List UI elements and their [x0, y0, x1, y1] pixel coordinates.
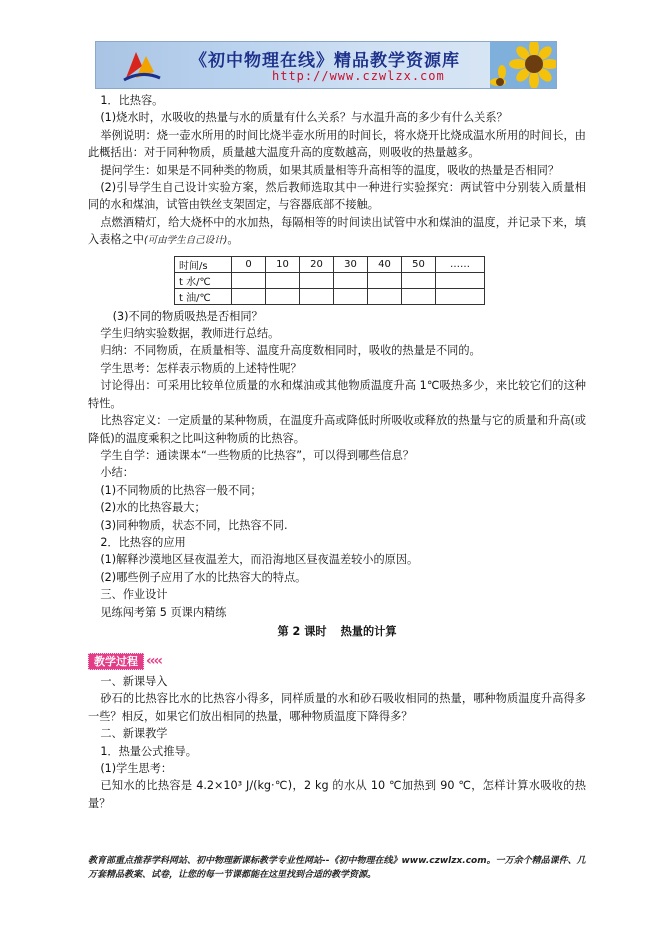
lesson-title — [88, 623, 586, 639]
page-footer: 教育部重点推荐学科网站、初中物理新课标教学专业性网站--《初中物理在线》www.czwlzx.com。一万余个精品课件、几万套精品教案、试卷，让您的每一节课都能在这里找到合适的教学资源。 — [88, 856, 586, 880]
paragraph: 举例说明：烧一壶水所用的时间比烧半壶水所用的时间长，将水烧开比烧成温水所用的时间长，由此概括出：对于同种物质，质量越大温度升高的度数越高，则吸收的热量越多。 — [88, 128, 586, 160]
paragraph-note: (可由学生自己设计) — [143, 235, 228, 247]
list-item: (2)哪些例子应用了水的比热容大的特点。 — [100, 570, 307, 584]
section-heading: 二、新课教学 — [100, 727, 168, 741]
data-table — [174, 256, 485, 305]
banner-title: 《初中物理在线》精品教学资源库 — [190, 51, 460, 71]
paragraph: (3)不同的物质吸热是否相同？ — [112, 309, 263, 323]
paragraph: 已知水的比热容是 4.2×10³ J/(kg·℃)，2 kg 的水从 10 ℃加热到 90 ℃，怎样计算水吸收的热量？ — [88, 779, 586, 810]
paragraph: 比热容定义：一定质量的某种物质，在温度升高或降低时所吸收或释放的热量与它的质量和升高(或降低)的温度乘积之比叫这种物质的比热容。 — [88, 414, 586, 445]
section-heading: 2．比热容的应用 — [100, 535, 186, 549]
table-cell — [334, 272, 368, 288]
list-item: (1)不同物质的比热容一般不同； — [100, 483, 262, 497]
list-item: (3)同种物质，状态不同，比热容不同. — [100, 518, 288, 532]
table-header-cell: …… — [436, 256, 485, 272]
paragraph: (1)学生思考： — [100, 762, 173, 775]
table-cell — [266, 288, 300, 304]
table-cell — [368, 272, 402, 288]
table-cell — [232, 288, 266, 304]
table-header-cell: 10 — [266, 256, 300, 272]
table-header-row — [175, 256, 485, 272]
paragraph: 归纳：不同物质，在质量相等、温度升高度数相同时，吸收的热量是不同的。 — [100, 344, 481, 358]
table-cell — [402, 288, 436, 304]
table-cell — [368, 288, 402, 304]
paragraph: (1)烧水时，水吸收的热量与水的质量有什么关系？与水温升高的多少有什么关系？ — [100, 111, 508, 125]
table-cell — [436, 272, 485, 288]
table-header-cell: 30 — [334, 256, 368, 272]
table-cell — [334, 288, 368, 304]
site-logo-icon — [122, 48, 162, 82]
paragraph: 学生思考：怎样表示物质的上述特性呢？ — [100, 361, 302, 375]
table-header-cell: 0 — [232, 256, 266, 272]
paragraph: 学生归纳实验数据，教师进行总结。 — [100, 327, 280, 341]
table-row — [175, 288, 485, 304]
paragraph: 小结： — [100, 466, 134, 480]
table-cell — [436, 288, 485, 304]
table-header-cell: 时间/s — [175, 256, 232, 272]
teaching-process-badge — [88, 653, 161, 670]
paragraph — [88, 214, 586, 250]
sunflower-icon — [490, 42, 556, 88]
table-cell — [300, 288, 334, 304]
paragraph-text: 点燃酒精灯，给大烧杯中的水加热，每隔相等的时间读出试管中水和煤油的温度，并记录下来，填入表格之中 — [88, 215, 586, 247]
table-cell — [266, 272, 300, 288]
list-item: (2)水的比热容最大； — [100, 501, 206, 515]
teaching-process-label: 教学过程 — [88, 653, 144, 670]
paragraph: (2)引导学生自己设计实验方案，然后教师选取其中一种进行实验探究：两试管中分别装入质量相同的水和煤油，试管由铁丝支架固定，与容器底部不接触。 — [88, 181, 586, 212]
table-header-cell: 20 — [300, 256, 334, 272]
table-row-label: t 油/℃ — [175, 288, 232, 304]
table-cell — [300, 272, 334, 288]
section-heading: 1．热量公式推导。 — [100, 744, 197, 758]
table-header-cell: 50 — [402, 256, 436, 272]
section-heading: 1．比热容。 — [100, 94, 164, 107]
lesson-number: 第 2 课时 — [277, 624, 327, 638]
paragraph: 见练闯考第 5 页课内精练 — [100, 605, 227, 619]
table-row-label: t 水/℃ — [175, 272, 232, 288]
table-row — [175, 272, 485, 288]
table-cell — [232, 272, 266, 288]
paragraph: 提问学生：如果是不同种类的物质，如果其质量相等升高相等的温度，吸收的热量是否相同？ — [100, 163, 560, 177]
section-heading: 一、新课导入 — [100, 674, 168, 688]
paragraph: 学生自学：通读课本“一些物质的比热容”，可以得到哪些信息？ — [100, 448, 414, 462]
header-banner — [95, 41, 557, 89]
lesson-topic: 热量的计算 — [340, 624, 397, 638]
paragraph-end: 。 — [227, 233, 239, 247]
main-content — [88, 92, 586, 812]
paragraph: 讨论得出：可采用比较单位质量的水和煤油或其他物质温度升高 1℃吸热多少，来比较它们的这种特性。 — [88, 379, 586, 410]
section-heading: 三、作业设计 — [100, 588, 168, 602]
chevrons-left-icon: ‹‹‹‹ — [146, 653, 162, 670]
banner-url[interactable]: http://www.czwlzx.com — [272, 69, 445, 83]
table-cell — [402, 272, 436, 288]
list-item: (1)解释沙漠地区昼夜温差大，而沿海地区昼夜温差较小的原因。 — [100, 553, 419, 567]
table-header-cell: 40 — [368, 256, 402, 272]
paragraph: 砂石的比热容比水的比热容小得多，同样质量的水和砂石吸收相同的热量，哪种物质温度升高得多一些？相反，如果它们放出相同的热量，哪种物质温度下降得多？ — [88, 692, 586, 723]
